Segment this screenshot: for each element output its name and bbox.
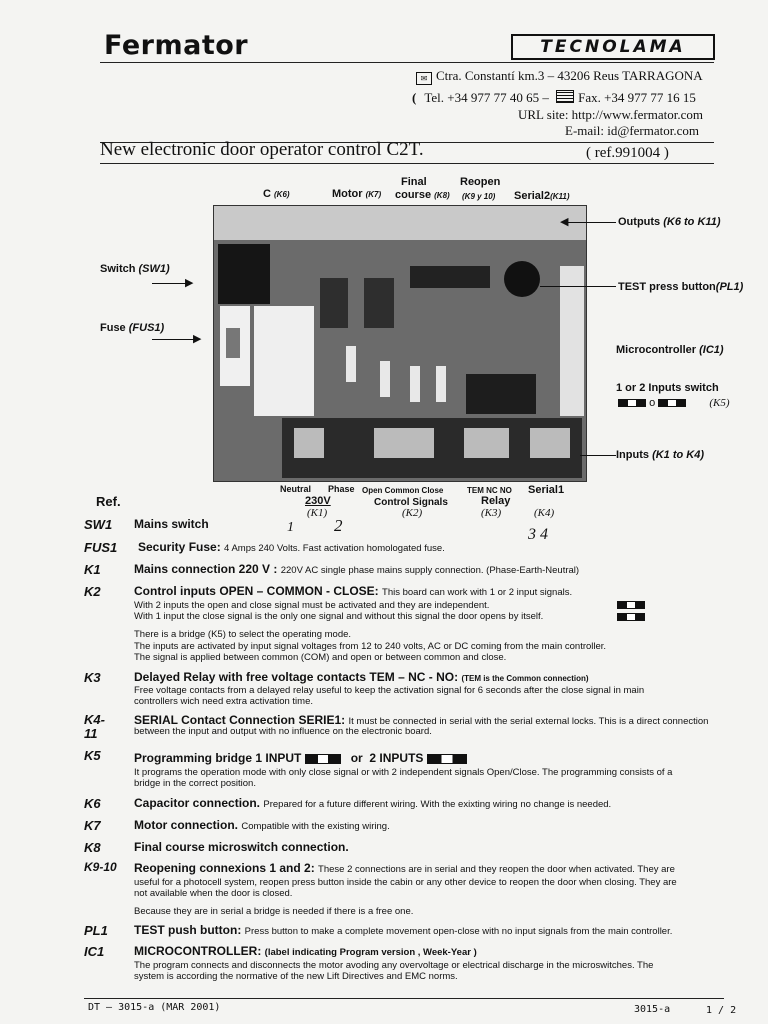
jumper-icon [658,399,686,407]
output-connectors [214,206,586,240]
ref-head-sw1: Mains switch [134,517,209,531]
inputs-switch-jumpers: o (K5) [618,397,729,409]
terminal-k4 [530,428,570,458]
footer-code: 3015-a [634,1004,671,1015]
k9-line-2: not available when the door is closed. [134,888,293,899]
ref-code-k5: K5 [84,748,101,763]
label-tem-nc-no: TEM NC NO [467,486,512,495]
label-phase: Phase [328,484,355,494]
label-relay: Relay [481,495,511,507]
jumper-icon [618,399,646,407]
label-control-signals: Control Signals [374,497,448,508]
test-button-pl1 [504,261,540,297]
ref-code-k9-10: K9-10 [84,860,117,874]
address-line [416,68,703,85]
fax-text: Fax. +34 977 77 16 15 [578,90,696,105]
ref-code-k6: K6 [84,796,101,811]
label-k3: (K3) [481,507,502,519]
ref-code-pl1: PL1 [84,923,108,938]
footer-doc-id: DT – 3015-a (MAR 2001) [88,1002,221,1013]
ref-head-pl1: TEST push button: Press button to make a complete movement open-close with no input signals from the main controller. [134,923,673,937]
k9-line-3: Because they are in serial a bridge is needed if there is a free one. [134,906,414,917]
resistor-c [410,366,420,402]
url-line[interactable]: URL site: http://www.fermator.com [518,107,703,122]
ref-head-k8: Final course microswitch connection. [134,840,349,854]
label-k1: (K1) [307,507,328,519]
arrow-fuse [152,339,198,340]
header-rule [100,62,714,63]
ref-head-k1: Mains connection 220 V : 220V AC single phase mains supply connection. (Phase-Earth-Neutral) [134,562,580,576]
fax-icon [556,90,574,103]
label-final: Final [401,176,427,188]
ref-code-k4-11: K4-11 [84,712,105,741]
jumper-icon [305,754,341,764]
label-k2: (K2) [402,507,423,519]
capacitor-block [254,306,314,416]
resistor-a [346,346,356,382]
handwritten-3-4: 3 4 [528,526,548,543]
arrow-outputs [566,222,616,223]
document-ref: ( ref.991004 ) [586,145,669,161]
tel-text: Tel. +34 977 77 40 65 – [424,90,549,105]
ref-code-k1: K1 [84,562,101,577]
ref-head-k7: Motor connection. Compatible with the existing wiring. [134,818,390,832]
ref-head-k6: Capacitor connection. Prepared for a future different wiring. With the exixting wiring no change is needed. [134,796,612,810]
k5-line-2: bridge in the correct position. [134,778,256,789]
handwritten-1: 1 [287,520,294,535]
phone-line [412,90,696,106]
label-reopen: Reopen [460,176,501,188]
switch-sw1 [218,244,270,304]
title-rule-bottom [100,163,714,164]
relay-2 [364,278,394,328]
label-outputs: Outputs (K6 to K11) [618,216,721,228]
k2-line-4: The inputs are activated by input signal voltages from 12 to 240 volts, AC or DC coming from the main controller. [134,641,607,652]
terminal-k1 [294,428,324,458]
k3-line-2: controllers wich need extra activation time. [134,696,313,707]
label-motor: Motor (K7) [332,188,382,200]
k2-line-3: There is a bridge (K5) to select the operating mode. [134,629,352,640]
label-strip [560,266,584,416]
label-open-common-close: Open Common Close [362,486,444,495]
ref-code-fus1: FUS1 [84,540,118,555]
ref-code-k8: K8 [84,840,101,855]
k5-line-1: It programs the operation mode with only close signal or with 2 independent signals Open/Close. The programming consists of a [134,767,673,778]
ref-head-ic1: MICROCONTROLLER: (label indicating Program version , Week-Year ) [134,944,477,958]
k9-line-1: useful for a photocell system, reopen press button inside the cabin or any other device to reopen the door when closing. They are [134,877,677,888]
k2-line-5: The signal is applied between common (COM) and open or between common and close. [134,652,507,663]
arrow-inputs [580,455,616,456]
label-fuse: Fuse (FUS1) [100,322,165,334]
arrow-head-outputs: ◀ [560,216,569,228]
footer-page: 1 / 2 [706,1005,737,1016]
label-inputs-switch: 1 or 2 Inputs switch [616,382,719,394]
handwritten-2: 2 [334,516,343,535]
ref-heading: Ref. [96,494,121,509]
mail-icon: ✉ [416,72,432,85]
label-reopen-k: (K9 y 10) [462,192,496,201]
label-k4: (K4) [534,507,555,519]
ref-head-k9-10: Reopening connexions 1 and 2: These 2 connections are in serial and they reopen the door when activated. They are [134,861,675,875]
label-serial2: Serial2(K11) [514,190,570,202]
document-title: New electronic door operator control C2T. [100,139,424,160]
ref-head-k3: Delayed Relay with free voltage contacts TEM – NC - NO: (TEM is the Common connection) [134,670,589,684]
tecnolama-logo: TECNOLAMA [511,34,715,60]
arrow-head-switch: ▶ [185,277,194,289]
relay-1 [320,278,348,328]
fuse-fus1 [226,328,240,358]
jumper-icon [617,613,645,621]
label-switch: Switch (SW1) [100,263,170,275]
k2-line-2: With 1 input the close signal is the only one signal and without this signal the door opens by itself. [134,611,544,622]
label-micro: Microcontroller (IC1) [616,344,724,356]
relay-k3 [466,374,536,414]
fermator-logo: Fermator [104,30,249,61]
resistor-b [380,361,390,397]
ic1-line-1: The program connects and disconnects the motor avoding any overvoltage or electrical discharge in the microswitches. The [134,960,654,971]
label-serial1: Serial1 [528,484,565,496]
label-inputs: Inputs (K1 to K4) [616,449,705,461]
label-neutral: Neutral [280,484,312,494]
arrow-test [540,286,616,287]
ref-head-k4-11: SERIAL Contact Connection SERIE1: It must be connected in serial with the serial external locks. This is a direct connection [134,713,709,727]
ic1-line-2: system is according the normative of the new Lift Directives and EMC norms. [134,971,458,982]
k2-line-1: With 2 inputs the open and close signal must be activated and they are independent. [134,600,490,611]
ref-code-sw1: SW1 [84,517,113,532]
terminal-k3 [464,428,509,458]
label-c: C (K6) [263,188,290,200]
jumper-icon [617,601,645,609]
ref-code-k7: K7 [84,818,101,833]
label-230v: 230V [305,495,331,507]
ref-code-ic1: IC1 [84,944,105,959]
label-test: TEST press button(PL1) [618,281,744,293]
k3-line-1: Free voltage contacts from a delayed relay useful to keep the activation signal for 6 seconds after the close signal in main [134,685,645,696]
microcontroller-ic1 [410,266,490,288]
resistor-d [436,366,446,402]
label-course: course (K8) [395,189,450,201]
email-line[interactable]: E-mail: id@fermator.com [565,123,699,138]
arrow-head-fuse: ▶ [193,333,202,345]
ref-code-k3: K3 [84,670,101,685]
jumper-icon [427,754,467,764]
ref-head-k5: Programming bridge 1 INPUT or 2 INPUTS [134,751,467,765]
address-text: Ctra. Constantí km.3 – 43206 Reus TARRAGONA [436,68,703,83]
ref-head-fus1: Security Fuse: 4 Amps 240 Volts. Fast activation homologated fuse. [138,540,445,554]
phone-icon: ( [412,90,417,105]
ref-code-k2: K2 [84,584,101,599]
footer-rule [84,998,724,999]
terminal-k2 [374,428,434,458]
board-photo [213,205,587,482]
k4-line-1: between the input and output with no influence on the electronic board. [134,726,432,737]
ref-head-k2: Control inputs OPEN – COMMON - CLOSE: This board can work with 1 or 2 input signals. [134,584,573,598]
